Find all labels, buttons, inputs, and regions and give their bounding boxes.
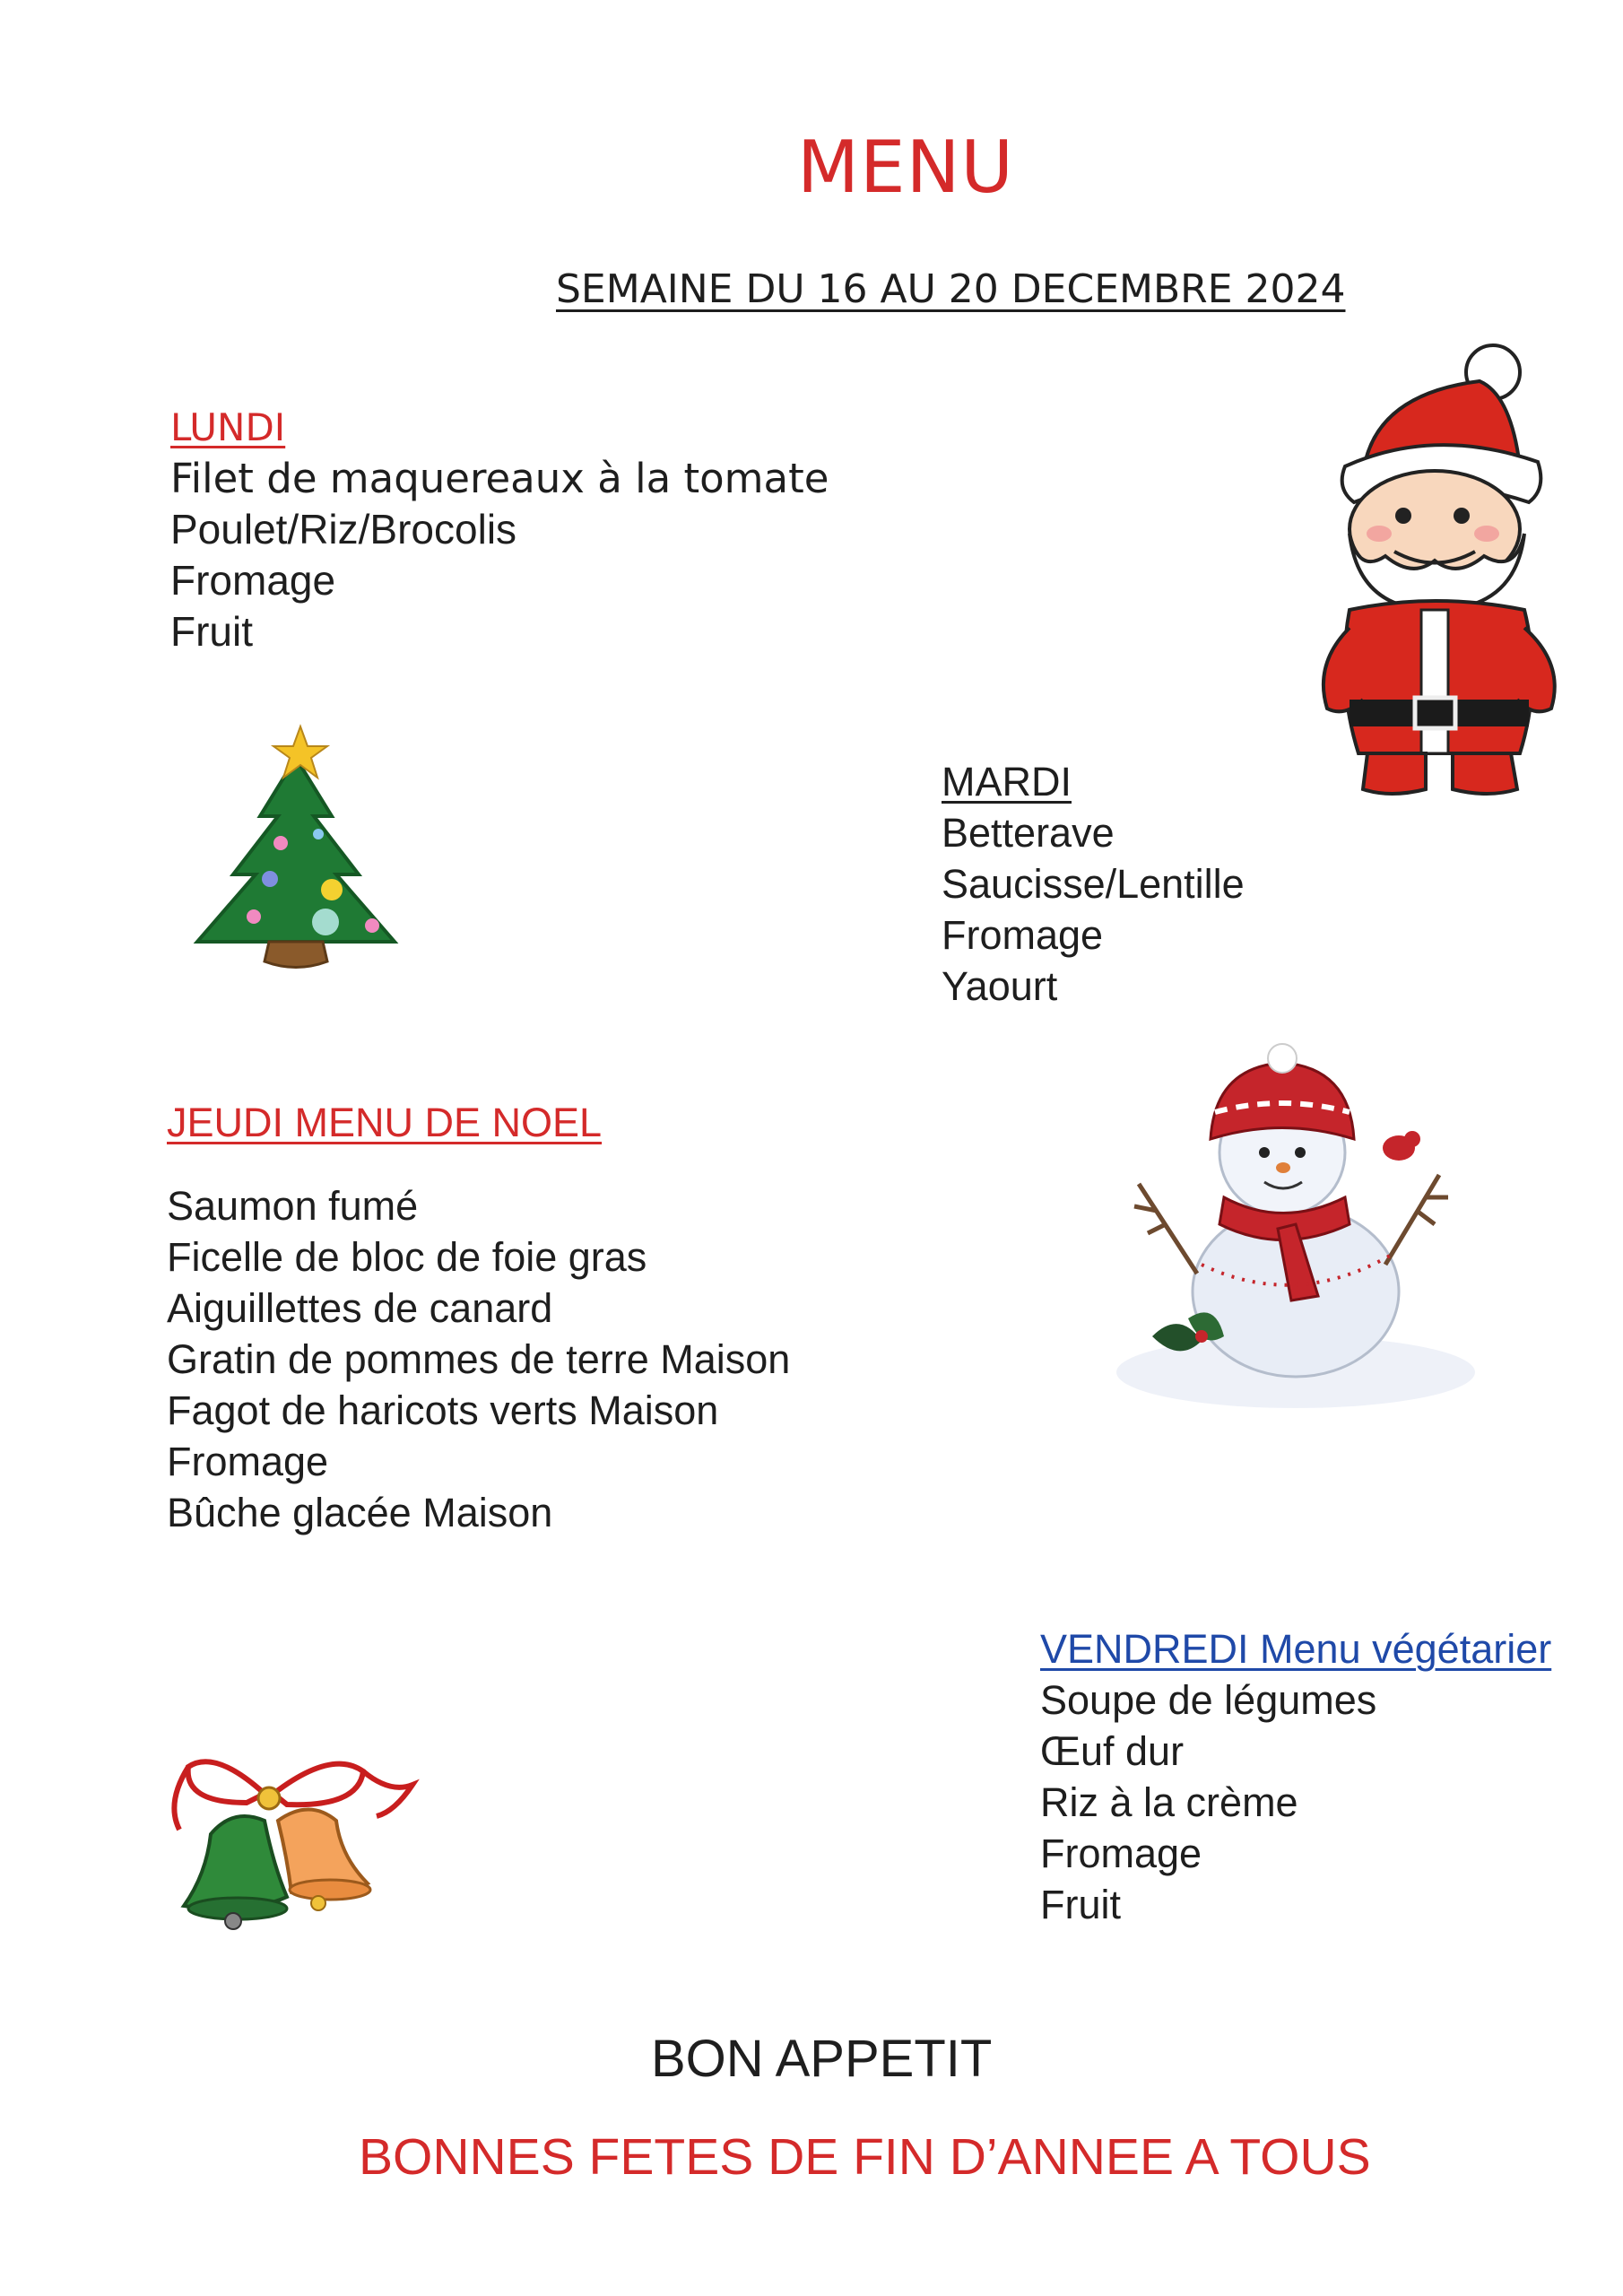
week-subtitle: SEMAINE DU 16 AU 20 DECEMBRE 2024: [556, 266, 1346, 312]
day-section-vendredi: [1040, 1623, 1551, 1930]
menu-item: Riz à la crème: [1040, 1779, 1298, 1825]
menu-item: Poulet/Riz/Brocolis: [170, 506, 517, 552]
snowman-icon: [1116, 1040, 1493, 1417]
menu-item: Fromage: [170, 557, 336, 604]
day-section-mardi: [942, 756, 1245, 1012]
christmas-tree-icon: [184, 718, 408, 987]
day-section-jeudi: [167, 1097, 790, 1538]
day-title-lundi: LUNDI: [170, 405, 286, 449]
bon-appetit-text: BON APPETIT: [651, 2030, 993, 2088]
menu-item: Filet de maquereaux à la tomate: [170, 455, 829, 502]
menu-item: Saumon fumé: [167, 1183, 419, 1229]
menu-item: Saucisse/Lentille: [942, 861, 1245, 907]
menu-item: Œuf dur: [1040, 1728, 1185, 1774]
greeting-text: BONNES FETES DE FIN D’ANNEE A TOUS: [359, 2128, 1371, 2186]
menu-item: Yaourt: [942, 963, 1058, 1009]
menu-item: Fromage: [167, 1439, 329, 1484]
menu-item: Aiguillettes de canard: [167, 1285, 553, 1331]
menu-item: Gratin de pommes de terre Maison: [167, 1336, 791, 1382]
menu-item: Ficelle de bloc de foie gras: [167, 1234, 647, 1280]
menu-item: Fromage: [942, 912, 1104, 958]
day-title-jeudi: JEUDI MENU DE NOEL: [167, 1100, 603, 1145]
santa-claus-icon: [1309, 341, 1578, 807]
christmas-bells-icon: [161, 1749, 421, 1946]
menu-item: Fagot de haricots verts Maison: [167, 1387, 719, 1433]
menu-item: Fromage: [1040, 1831, 1202, 1876]
day-title-mardi: MARDI: [942, 759, 1072, 804]
menu-item: Fruit: [1040, 1882, 1121, 1927]
menu-item: Fruit: [170, 608, 253, 655]
menu-item: Soupe de légumes: [1040, 1677, 1377, 1723]
page-title: MENU: [797, 126, 1014, 209]
menu-item: Bûche glacée Maison: [167, 1490, 553, 1535]
day-title-vendredi: VENDREDI Menu végétarier: [1040, 1626, 1552, 1672]
menu-item: Betterave: [942, 810, 1115, 856]
day-section-lundi: [170, 402, 829, 657]
